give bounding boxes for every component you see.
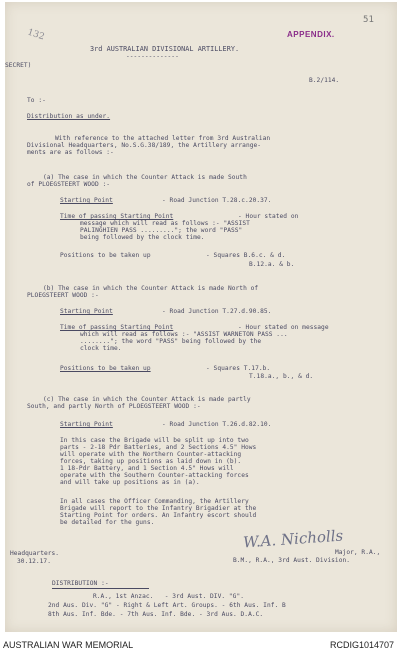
section-a-time-label: Time of passing Starting Point — [60, 213, 174, 220]
section-b-time-label: Time of passing Starting Point — [60, 324, 174, 331]
intro-line-3: ments are as follows :- — [27, 149, 114, 156]
section-c-closing-4: be detailed for the guns. — [60, 519, 155, 526]
section-a-time-line-1: - Hour stated on — [238, 213, 299, 220]
distribution-line-3: 8th Aus. Inf. Bde. - 7th Aus. Inf. Bde. - 3rd Aus. D.A.C. — [48, 611, 264, 618]
section-a-start-label: Starting Point — [60, 197, 113, 204]
section-a-start-value: - Road Junction T.28.c.20.37. — [162, 197, 272, 204]
section-b-start-label: Starting Point — [60, 308, 113, 315]
distribution-line-2: 2nd Aus. Div. "G" - Right & Left Art. Groups. - 6th Aus. Inf. B — [48, 602, 286, 609]
signoff-role: B.M., R.A., 3rd Aust. Division. — [233, 557, 351, 564]
footer-record-id: RCDIG1014707 — [330, 640, 395, 650]
intro-line-1: With reference to the attached letter from 3rd Australian — [55, 135, 271, 142]
section-c-start-label: Starting Point — [60, 421, 113, 428]
footer-archive-name: AUSTRALIAN WAR MEMORIAL — [3, 640, 134, 650]
distribution-line-1: R.A., 1st Anzac. - 3rd Aust. DIV. "G". — [93, 593, 245, 600]
section-b-time-line-4: clock time. — [80, 345, 122, 352]
section-b-intro-2: PLOEGSTEERT WOOD :- — [27, 292, 99, 299]
document-heading: 3rd AUSTRALIAN DIVISIONAL ARTILLERY. — [90, 45, 240, 53]
to-line: To :- — [27, 97, 46, 104]
section-c-body-4: forces, taking up positions as laid down in (b). — [60, 458, 242, 465]
section-c-closing-3: Starting Point for orders. An Infantry escort should — [60, 512, 257, 519]
classification-marking: SECRET) — [5, 62, 32, 69]
section-a-positions-label: Positions to be taken up — [60, 252, 151, 259]
section-b-positions-2: T.18.a., b., & d. — [249, 373, 314, 380]
distribution-heading: Distribution as under. — [27, 113, 111, 120]
heading-rule: -------------- — [126, 53, 179, 60]
section-b-intro: (b) The case in which the Counter Attack is made North of — [43, 285, 259, 292]
section-a-intro-2: of PLOEGSTEERT WOOD :- — [27, 181, 111, 188]
distribution-underline — [52, 588, 149, 589]
section-a-time-line-3: PALINGHIEN PASS ........."; the word "PASS" — [80, 227, 243, 234]
section-c-body-5: 1 18-Pdr Battery, and 1 Section 4.5" Hows will — [60, 465, 234, 472]
section-a-positions-2: B.12.a. & b. — [249, 261, 295, 268]
section-b-time-line-3: ........"; the word "PASS" being followed by the — [80, 338, 262, 345]
section-a-time-line-2: message which will read as follows :- "ASSIST — [80, 220, 250, 227]
section-a-intro: (a) The case in which the Counter Attack is made South — [43, 174, 247, 181]
section-b-start-value: - Road Junction T.27.d.90.85. — [162, 308, 272, 315]
reference-number: B.2/114. — [309, 77, 340, 84]
section-c-intro: (c) The case in which the Counter Attack is made partly — [43, 396, 251, 403]
section-c-body-7: and will take up positions as in (a). — [60, 479, 200, 486]
intro-line-2: Divisional Headquarters, No.S.G.38/189, the Artillery arrange- — [27, 142, 262, 149]
section-b-positions-1: - Squares T.17.b. — [206, 365, 271, 372]
appendix-stamp: APPENDIX. — [287, 30, 335, 39]
section-a-time-line-4: being followed by the clock time. — [80, 234, 205, 241]
distribution-title: DISTRIBUTION :- — [52, 580, 109, 587]
section-b-time-line-2: which will read as follows :- "ASSIST WARNETON PASS ... — [80, 331, 288, 338]
section-c-intro-2: South, and partly North of PLOEGSTEERT WOOD :- — [27, 403, 201, 410]
page-number: 51 — [363, 15, 374, 25]
section-c-closing-1: In all cases the Officer Commanding, the Artillery — [60, 498, 249, 505]
section-c-body-2: parts - 2-18 Pdr Batteries, and 2 Sections 4.5" Hows — [60, 444, 257, 451]
headquarters-date: 30.12.17. — [17, 558, 51, 565]
section-a-positions-1: - Squares B.6.c. & d. — [206, 252, 286, 259]
headquarters-label: Headquarters. — [10, 550, 60, 557]
section-c-body-3: will operate with the Northern Counter-attacking — [60, 451, 242, 458]
section-b-time-line-1: - Hour stated on message — [238, 324, 329, 331]
section-c-closing-2: Brigade will report to the Infantry Brigadier at the — [60, 505, 257, 512]
signoff-rank: Major, R.A., — [335, 549, 381, 556]
pencil-number: 132 — [26, 27, 46, 43]
section-b-positions-label: Positions to be taken up — [60, 365, 151, 372]
section-c-body-1: In this case the Brigade will be split up into two — [60, 437, 249, 444]
document-page — [5, 2, 397, 632]
section-c-start-value: - Road Junction T.26.d.82.10. — [162, 421, 272, 428]
section-c-body-6: operate with the Southern Counter-attacking forces — [60, 472, 249, 479]
handwritten-signature: W.A. Nicholls — [242, 526, 344, 552]
